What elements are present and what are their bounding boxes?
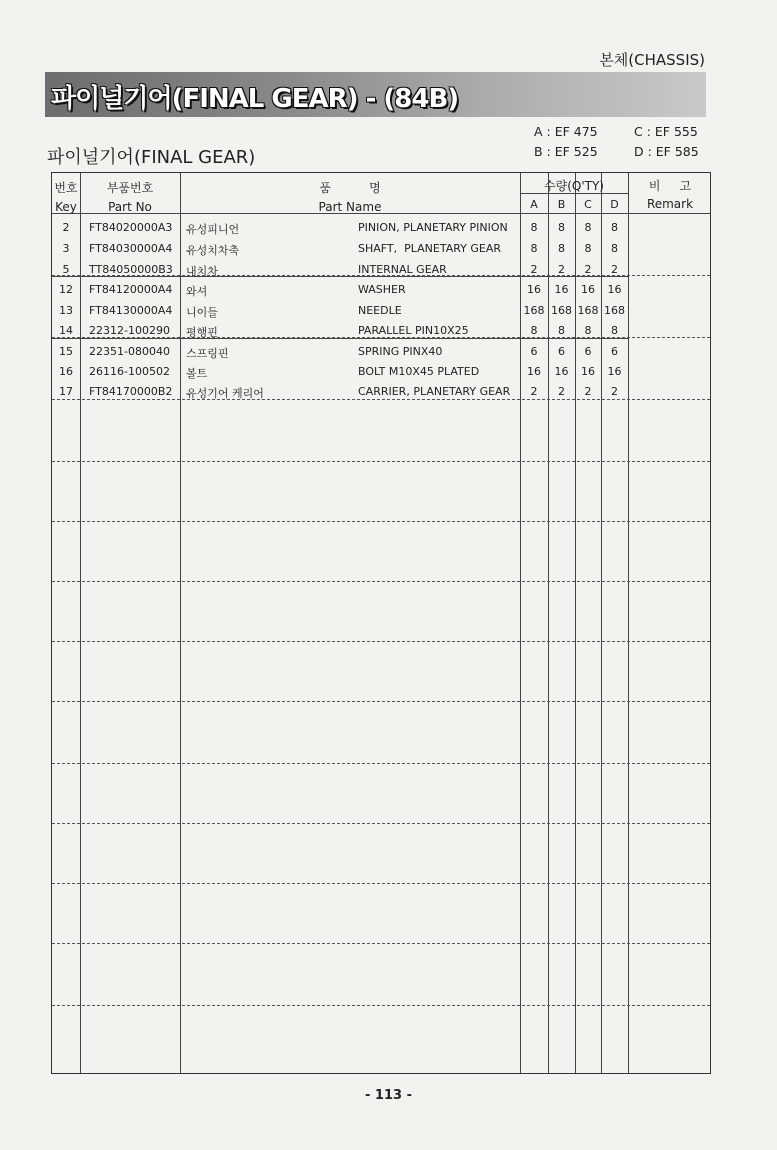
title-banner	[45, 72, 706, 117]
row-qty-c: 168	[577, 304, 599, 317]
row-name-en: BOLT M10X45 PLATED	[358, 365, 480, 378]
row-qty-b: 8	[558, 324, 565, 337]
row-key: 2	[62, 221, 70, 234]
row-part-no: FT84130000A4	[89, 304, 173, 317]
group-divider	[52, 338, 628, 339]
row-qty-a: 8	[530, 221, 538, 234]
row-qty-d: 168	[604, 304, 625, 317]
row-qty-a: 6	[530, 345, 538, 358]
row-divider	[52, 943, 710, 944]
header-partno-kr: 부품번호	[106, 181, 154, 195]
row-name-kr: 평행핀	[186, 326, 218, 339]
row-key: 15	[59, 345, 73, 358]
row-qty-c: 8	[584, 242, 592, 255]
header-qty-b: B	[557, 198, 566, 211]
group-divider	[52, 276, 628, 277]
row-qty-d: 6	[611, 345, 618, 358]
row-qty-b: 8	[558, 242, 565, 255]
header-key-kr: 번호	[54, 181, 78, 195]
col-divider	[628, 173, 629, 1073]
row-name-en: SHAFT, PLANETARY GEAR	[358, 242, 502, 255]
row-name-kr: 유성기어 케리어	[186, 387, 264, 400]
row-name-kr: 스프링핀	[186, 347, 229, 360]
row-divider	[52, 823, 710, 824]
row-qty-c: 16	[581, 283, 595, 296]
row-part-no: 26116-100502	[89, 365, 170, 378]
model-b: B : EF 525	[534, 144, 598, 159]
row-qty-d: 8	[611, 324, 618, 337]
header-qty-d: D	[610, 198, 619, 211]
row-name-en: CARRIER, PLANETARY GEAR	[358, 385, 511, 398]
row-key: 12	[59, 283, 73, 296]
row-qty-c: 16	[581, 365, 595, 378]
row-name-en: NEEDLE	[358, 304, 402, 317]
row-part-no: FT84120000A4	[89, 283, 173, 296]
row-name-kr: 볼트	[186, 367, 208, 380]
row-divider	[52, 641, 710, 642]
row-part-no: FT84170000B2	[89, 385, 173, 398]
row-name-en: WASHER	[358, 283, 406, 296]
row-key: 5	[62, 263, 70, 276]
model-c: C : EF 555	[634, 124, 698, 139]
header-qty-a: A	[530, 198, 538, 211]
row-qty-a: 168	[523, 304, 545, 317]
row-qty-c: 2	[584, 385, 592, 398]
row-key: 14	[59, 324, 73, 337]
row-qty-b: 168	[551, 304, 572, 317]
row-part-no: FT84020000A3	[89, 221, 173, 234]
row-qty-b: 16	[554, 365, 569, 378]
header-name-kr: 품 명	[319, 181, 381, 195]
row-key: 13	[59, 304, 73, 317]
col-divider	[180, 173, 181, 1073]
row-part-no: TT84050000B3	[89, 263, 173, 276]
page-number: - 113 -	[365, 1088, 412, 1103]
row-qty-b: 2	[558, 263, 565, 276]
row-qty-a: 2	[530, 385, 538, 398]
row-qty-d: 8	[611, 221, 618, 234]
row-divider	[52, 763, 710, 764]
group-divider	[52, 399, 710, 400]
row-divider	[52, 581, 710, 582]
row-divider	[52, 461, 710, 462]
row-key: 16	[59, 365, 73, 378]
row-qty-c: 2	[584, 263, 592, 276]
row-qty-b: 16	[554, 283, 569, 296]
col-divider	[80, 173, 81, 1073]
header-name-en: Part Name	[318, 200, 382, 214]
row-name-kr: 유성치차축	[186, 244, 240, 257]
header-partno-en: Part No	[108, 200, 152, 214]
header-remark-en: Remark	[646, 197, 694, 211]
header-key-en: Key	[55, 200, 77, 214]
header-qty-c: C	[584, 198, 592, 211]
row-qty-d: 2	[611, 263, 618, 276]
header-qty: 수량(Q'TY)	[544, 179, 604, 193]
model-d: D : EF 585	[634, 144, 699, 159]
row-name-en: PINION, PLANETARY PINION	[358, 221, 508, 234]
row-qty-c: 8	[584, 324, 592, 337]
row-name-kr: 유성피니언	[186, 223, 240, 236]
header-remark-kr: 비 고	[648, 179, 692, 193]
row-name-kr: 내치차	[186, 265, 218, 278]
row-part-no: FT84030000A4	[89, 242, 173, 255]
row-qty-a: 16	[527, 365, 541, 378]
row-key: 17	[59, 385, 73, 398]
row-qty-a: 8	[530, 242, 538, 255]
row-part-no: 22351-080040	[89, 345, 170, 358]
row-divider	[52, 701, 710, 702]
model-a: A : EF 475	[534, 124, 598, 139]
row-qty-c: 6	[584, 345, 592, 358]
row-name-kr: 니이들	[186, 306, 218, 319]
row-key: 3	[62, 242, 70, 255]
page-subtitle: 파이널기어(FINAL GEAR)	[47, 147, 256, 168]
row-qty-d: 16	[607, 365, 622, 378]
row-qty-a: 2	[530, 263, 538, 276]
row-name-en: SPRING PINX40	[358, 345, 443, 358]
row-qty-a: 16	[527, 283, 541, 296]
row-name-kr: 와셔	[186, 285, 208, 298]
banner-title: 파이널기어(FINAL GEAR) - (84B)	[51, 84, 459, 114]
row-qty-d: 16	[607, 283, 622, 296]
row-divider	[52, 883, 710, 884]
row-divider	[52, 521, 710, 522]
row-qty-b: 6	[558, 345, 565, 358]
row-name-en: PARALLEL PIN10X25	[358, 324, 469, 337]
parts-table	[51, 172, 711, 1074]
row-qty-d: 8	[611, 242, 618, 255]
row-qty-b: 8	[558, 221, 565, 234]
row-divider	[52, 1005, 710, 1006]
row-part-no: 22312-100290	[89, 324, 170, 337]
row-qty-c: 8	[584, 221, 592, 234]
row-qty-d: 2	[611, 385, 618, 398]
row-qty-a: 8	[530, 324, 538, 337]
row-qty-b: 2	[558, 385, 565, 398]
section-label: 본체(CHASSIS)	[599, 51, 705, 69]
row-name-en: INTERNAL GEAR	[358, 263, 447, 276]
